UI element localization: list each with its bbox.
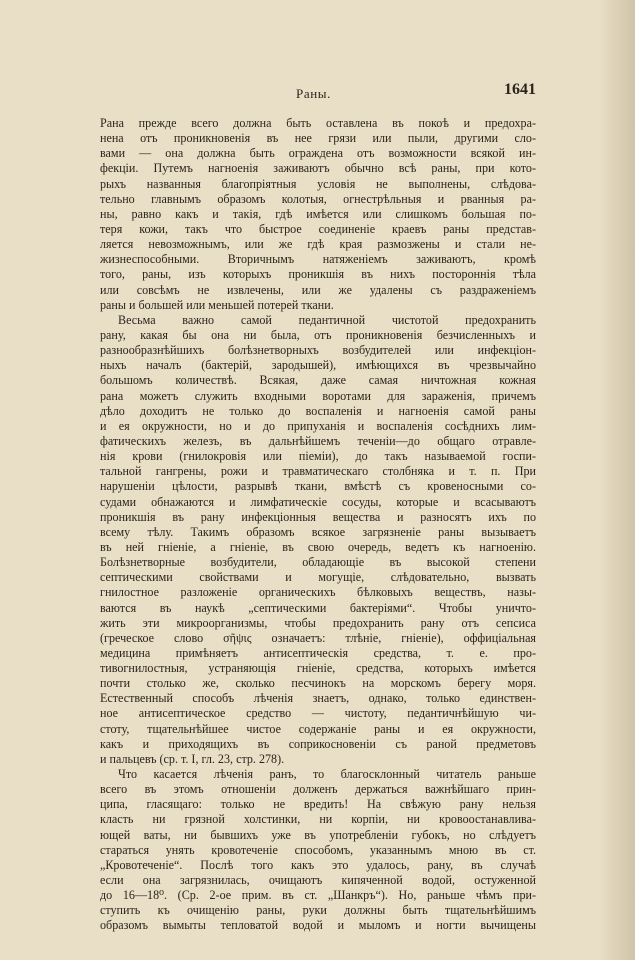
- text-line: класть ни грязной холстинки, ни корпіи, ни кровоостанавлива-: [100, 812, 536, 827]
- text-line: въ ней гніеніе, а гніеніе, въ свою очередь, ведетъ къ нагноенію.: [100, 539, 536, 554]
- text-line: жизнеспособными. Вторичнымъ натяженіемъ заживаютъ, кромѣ: [100, 252, 536, 267]
- text-line: ляется невозможнымъ, или же гдѣ края размозжены и стали не-: [100, 237, 536, 252]
- text-line: дѣло доходитъ не только до воспаленія и нагноенія самой раны: [100, 403, 536, 418]
- running-title: Раны.: [296, 86, 331, 101]
- text-line: Что касается лѣченія ранъ, то благосклонный читатель раньше: [118, 767, 536, 782]
- text-line: тивогнилостныя, устраняющія гніеніе, средства, которыхъ имѣется: [100, 661, 536, 676]
- text-line: до 16—18⁰. (Ср. 2-ое прим. въ ст. „Шанкръ“). Но, раньше чѣмъ при-: [100, 888, 536, 903]
- text-line: всего въ этомъ отношеніи долженъ держаться важнѣйшаго прин-: [100, 782, 536, 797]
- text-line: образомъ вымыты тепловатой водой и мыломъ и ногти вычищены: [100, 918, 536, 933]
- text-line: почти столько же, сколько песчинокъ на морскомъ берегу моря.: [100, 676, 536, 691]
- text-line: стараться унять кровотеченіе способомъ, указаннымъ мною въ ст.: [100, 842, 536, 857]
- text-line: гнилостное разложеніе органическихъ бѣлковыхъ веществъ, назы-: [100, 585, 536, 600]
- text-line: нія крови (гнилокровія или піеміи), до такъ называемой госпи-: [100, 449, 536, 464]
- text-line: фекціи. Путемъ нагноенія заживаютъ обычно всѣ раны, при кото-: [100, 161, 536, 176]
- text-line: Естественный способъ лѣченія знаетъ, однако, только единствен-: [100, 691, 536, 706]
- text-line: ныхъ началъ (бактерій, зародышей), имѣющихся въ чрезвычайно: [100, 358, 536, 373]
- text-line: жить эти микроорганизмы, чтобы предохранить рану отъ сепсиса: [100, 615, 536, 630]
- page-header: [100, 81, 536, 108]
- text-line: ступить къ очищенію раны, руки должны быть тщательнѣйшимъ: [100, 903, 536, 918]
- text-line: всему тѣлу. Такимъ образомъ всякое загрязненіе раны вызываетъ: [100, 524, 536, 539]
- text-line: септическими свойствами и могущіе, слѣдовательно, вызвать: [100, 570, 536, 585]
- text-line: какъ и приходящихъ въ соприкосновеніи съ раной предметовъ: [100, 736, 536, 751]
- text-line: ципа, гласящаго: только не вредить! На свѣжую рану нельзя: [100, 797, 536, 812]
- text-line: вами — она должна быть ограждена отъ возможности всякой ин-: [100, 146, 536, 161]
- text-line: раны и большей или меньшей потерей ткани.: [100, 297, 334, 312]
- text-line: нена отъ проникновенія въ нее грязи или пыли, другими сло-: [100, 131, 536, 146]
- text-line: Болѣзнетворные возбудители, обладающіе въ высокой степени: [100, 555, 536, 570]
- text-line: „Кровотеченіе“. Послѣ того какъ это удалось, рану, въ случаѣ: [100, 857, 536, 872]
- text-line: рана можетъ служить входными воротами для зараженія, причемъ: [100, 388, 536, 403]
- page-edge-shadow: [599, 0, 635, 960]
- text-line: и пальцевъ (ср. т. I, гл. 23, стр. 278).: [100, 751, 285, 766]
- text-line: медицина примѣняетъ антисептическія средства, т. е. про-: [100, 645, 536, 660]
- text-line: ваются въ наукѣ „септическими бактеріями“. Чтобы уничто-: [100, 600, 536, 615]
- text-line: и ея окружности, но и до припуханія и воспаленія сосѣднихъ лим-: [100, 418, 536, 433]
- text-line: судами обнажаются и лимфатическіе сосуды, которые и всасываютъ: [100, 494, 536, 509]
- text-line: Рана прежде всего должна быть оставлена въ покоѣ и предохра-: [100, 116, 536, 130]
- text-line: стоту, тщательнѣйшее чистое содержаніе раны и ея окружности,: [100, 721, 536, 736]
- text-line: большомъ количествѣ. Всякая, даже самая ничтожная кожная: [100, 373, 536, 388]
- text-line: ное антисептическое средство — чистоту, педантичнѣйшую чи-: [100, 706, 536, 721]
- text-line: если она загрязнилась, очищаютъ кипяченной водой, остуженной: [100, 873, 536, 888]
- text-line: того, раны, изъ которыхъ проникшія въ нихъ постороннія тѣла: [100, 267, 536, 282]
- text-line: фатическихъ железъ, въ дальнѣйшемъ теченіи—до общаго отравле-: [100, 433, 536, 448]
- text-line: разнообразнѣйшихъ болѣзнетворныхъ возбудителей или инфекціон-: [100, 343, 536, 358]
- page-number: 1641: [504, 81, 536, 98]
- text-line: ющей ваты, ни бывшихъ уже въ употребленіи губокъ, но слѣдуетъ: [100, 827, 536, 842]
- text-line: нарушеніи цѣлости, разрывѣ ткани, вмѣстѣ съ кровеносными со-: [100, 479, 536, 494]
- text-line: рыхъ названныя благопріятныя условія не выполнены, слѣдова-: [100, 176, 536, 191]
- text-line: рану, какая бы она ни была, отъ проникновенія безчисленныхъ и: [100, 327, 536, 342]
- text-line: ны, равно какъ и такія, гдѣ имѣется или слишкомъ большая по-: [100, 206, 536, 221]
- text-line: тельно главнымъ образомъ колотыя, огнестрѣльныя и рванныя ра-: [100, 191, 536, 206]
- text-line: теря кожи, такъ что быстрое соединеніе краевъ раны представ-: [100, 221, 536, 236]
- text-line: тальной гангрены, рожи и травматическаго столбняка и т. п. При: [100, 464, 536, 479]
- text-line: Весьма важно самой педантичной чистотой предохранить: [118, 312, 536, 327]
- body-text: [100, 116, 536, 934]
- text-line: или совсѣмъ не извлечены, или же удалены съ раздраженіемъ: [100, 282, 536, 297]
- text-line: (греческое слово σῆψις означаетъ: тлѣніе, гніеніе), оффиціальная: [100, 630, 536, 645]
- text-line: проникшія въ рану инфекціонныя вещества и разносятъ ихъ по: [100, 509, 536, 524]
